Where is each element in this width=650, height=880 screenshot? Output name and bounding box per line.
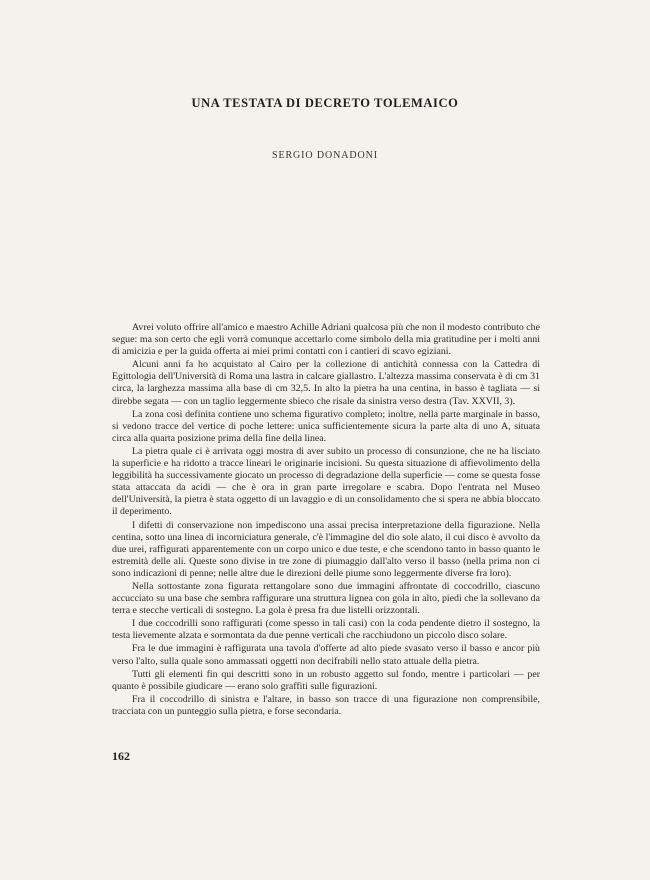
article-title: UNA TESTATA DI DECRETO TOLEMAICO bbox=[191, 96, 459, 110]
page-number: 162 bbox=[112, 749, 130, 763]
paragraph-3: La zona così definita contiene uno schema figurativo completo; inoltre, nella parte marginale in basso, si vedono tracce del vertice di poche lettere: unica sufficientemente sicura la parte alta di uno A, situata circa alla quarta posizione prima della fine della linea. bbox=[112, 408, 540, 444]
paragraph-6: Nella sottostante zona figurata rettangolare sono due immagini affrontate di coccodrillo, ciascuno accucciato su una base che sembra raffigurare una struttura lignea con gola in alto, piedi che la sollevano da terra e stecche verticali di sostegno. La gola è presa fra due listelli orizzontali. bbox=[112, 580, 540, 617]
author-name: SERGIO DONADONI bbox=[272, 150, 378, 161]
paragraph-2: Alcuni anni fa ho acquistato al Cairo per la collezione di antichità connessa con la Cattedra di Egittologia dell'Università di Roma una lastra in calcare giallastro. L'altezza massima conservata è di cm 31 circa, la larghezza massima alla base di cm 32,5. In alto la pietra ha una centina, in basso è tagliata — si direbbe segata — con un taglio leggermente sbieco che risale da sinistra verso destra (Tav. XXVII, 3). bbox=[112, 359, 540, 407]
paragraph-7: I due coccodrilli sono raffigurati (come spesso in tali casi) con la coda pendente dietro il sostegno, la testa lievemente alzata e sormontata da due penne verticali che racchiudono un piccolo disco solare. bbox=[112, 618, 540, 642]
paragraph-4: La pietra quale ci è arrivata oggi mostra di aver subito un processo di consunzione, che ne ha lisciato la superficie e ha ridotto a tracce lineari le originarie incisioni. Su questa situazione di affievolimento della leggibilità ha successivamente giocato un processo di degradazione della superficie — come se questa fosse stata attaccata da acidi — che è ora in gran parte irregolare e scabra. Dopo l'entrata nel Museo dell'Università, la pietra è stata oggetto di un lavaggio e di un consolidamento che si spera ne abbia bloccato il deperimento. bbox=[112, 445, 540, 518]
article-body bbox=[112, 322, 540, 719]
paragraph-5: I difetti di conservazione non impediscono una assai precisa interpretazione della figurazione. Nella centina, sotto una linea di incorniciatura generale, c'è l'immagine del dio sole alato, il cui disco è avvolto da due urei, raffigurati apparentemente con un corpo unico e due teste, e che scendono tanto in basso quanto le estremità delle ali. Queste sono divise in tre zone di piumaggio dall'alto verso il basso (nella prima non ci sono indicazioni di penne; nelle altre due le direzioni delle piume sono leggermente diverse fra loro). bbox=[112, 519, 540, 579]
paragraph-10: Fra il coccodrillo di sinistra e l'altare, in basso son tracce di una figurazione non comprensibile, tracciata con un punteggio sulla pietra, e forse secondaria. bbox=[112, 693, 540, 717]
paragraph-1: Avrei voluto offrire all'amico e maestro Achille Adriani qualcosa più che non il modesto contributo che segue: ma son certo che egli vorrà comunque accettarlo come simbolo della mia gratitudine per i molti anni di amicizia e per la guida offerta ai miei primi contatti con i cantieri di scavo egiziani. bbox=[112, 322, 540, 358]
paragraph-8: Fra le due immagini è raffigurata una tavola d'offerte ad alto piede svasato verso il basso e ancor più verso l'alto, sulla quale sono ammassati oggetti non decifrabili nello stato attuale della pietra. bbox=[112, 643, 540, 667]
paragraph-9: Tutti gli elementi fin qui descritti sono in un robusto aggetto sul fondo, mentre i particolari — per quanto è possibile giudicare — erano solo graffiti sulle figurazioni. bbox=[112, 668, 540, 692]
